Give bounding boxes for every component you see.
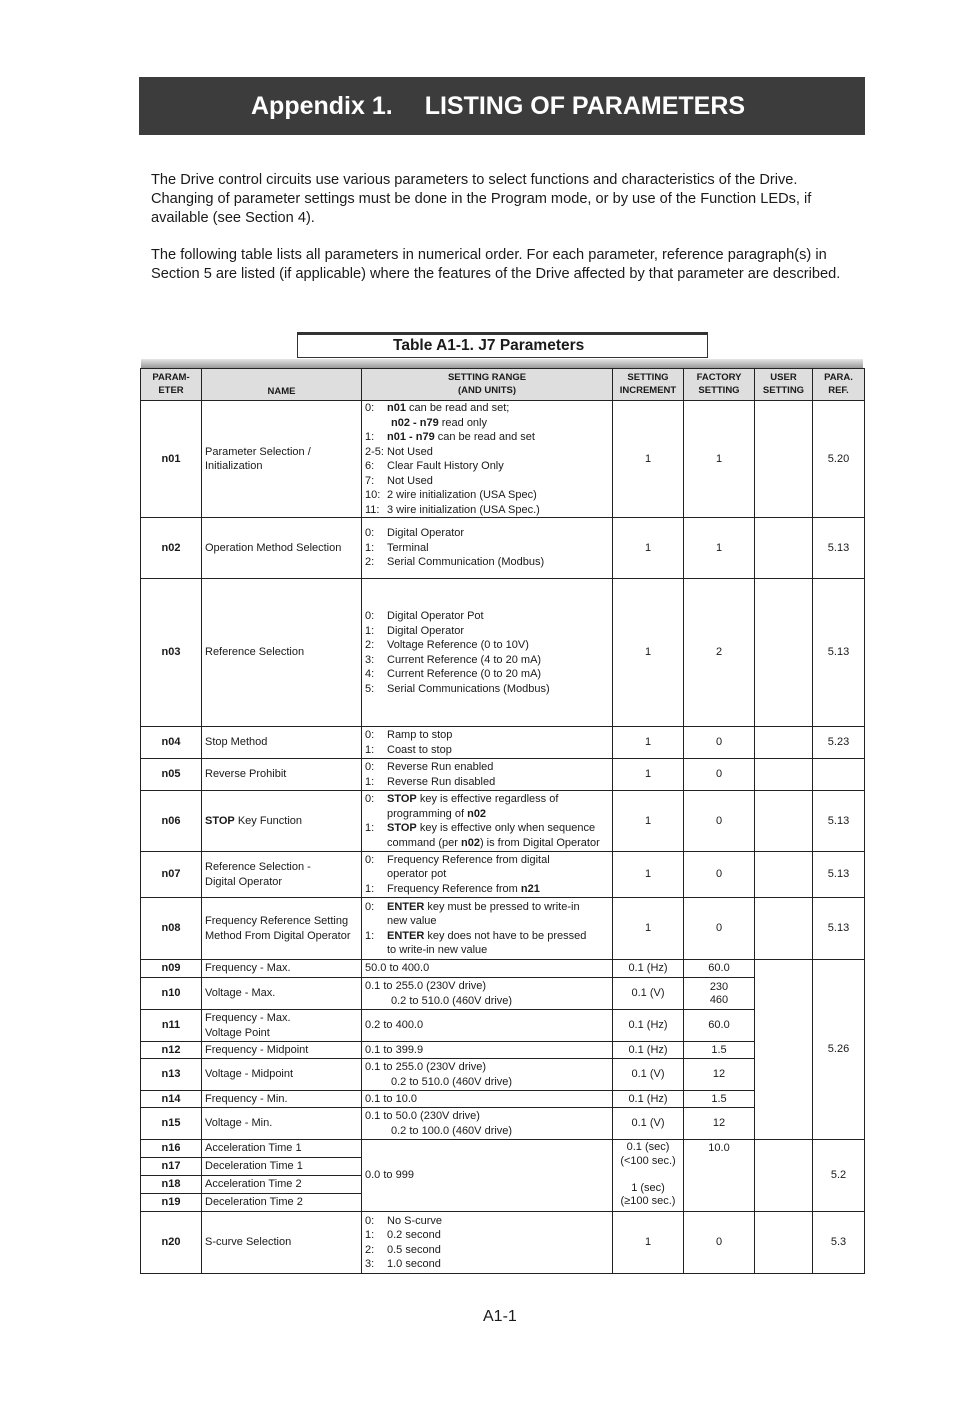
setting-range: 0.1 to 50.0 (230V drive) 0.2 to 100.0 (460V drive) <box>362 1108 613 1140</box>
table-row-n08 <box>141 898 865 960</box>
param-name: Reference Selection - Digital Operator <box>202 852 362 898</box>
factory-setting: 1 <box>684 518 755 579</box>
factory-setting: 1.5 <box>684 1042 755 1059</box>
param-code: n17 <box>141 1158 202 1176</box>
user-setting <box>755 960 813 1140</box>
param-code: n16 <box>141 1140 202 1158</box>
param-code: n18 <box>141 1176 202 1194</box>
table-row-n01 <box>141 401 865 518</box>
param-code: n14 <box>141 1091 202 1108</box>
setting-increment: 0.1 (Hz) <box>613 1091 684 1108</box>
col-header-factory-setting: FACTORY SETTING <box>684 369 755 401</box>
param-code: n06 <box>141 791 202 852</box>
page-title-banner <box>139 77 865 135</box>
param-code: n10 <box>141 978 202 1010</box>
factory-setting: 0 <box>684 791 755 852</box>
param-code: n11 <box>141 1010 202 1042</box>
table-header-row <box>141 369 865 401</box>
col-header-user-setting: USER SETTING <box>755 369 813 401</box>
setting-increment: 0.1 (V) <box>613 1108 684 1140</box>
para-ref: 5.3 <box>813 1212 865 1274</box>
user-setting <box>755 852 813 898</box>
param-name: S-curve Selection <box>202 1212 362 1274</box>
setting-increment: 1 <box>613 579 684 727</box>
table-row-n07 <box>141 852 865 898</box>
param-name: Operation Method Selection <box>202 518 362 579</box>
setting-range: 0.1 to 10.0 <box>362 1091 613 1108</box>
table-row-n09 <box>141 960 865 978</box>
para-ref: 5.13 <box>813 791 865 852</box>
page-number: A1-1 <box>483 1308 517 1325</box>
setting-range: 0: STOP key is effective regardless of programming of n02 1: STOP key is effective only when sequence command (per n02) is from Digital Operator <box>362 791 613 852</box>
param-code: n04 <box>141 727 202 759</box>
setting-increment: 0.1 (sec) (<100 sec.) 1 (sec) (≥100 sec.) <box>613 1140 684 1212</box>
col-header-setting-increment: SETTING INCREMENT <box>613 369 684 401</box>
setting-increment: 0.1 (Hz) <box>613 1042 684 1059</box>
setting-increment: 1 <box>613 791 684 852</box>
param-code: n01 <box>141 401 202 518</box>
factory-setting: 10.0 <box>684 1140 755 1212</box>
table-row-n16 <box>141 1140 865 1158</box>
factory-setting: 12 <box>684 1108 755 1140</box>
param-name: Acceleration Time 1 <box>202 1140 362 1158</box>
table-row-n03 <box>141 579 865 727</box>
param-name: Stop Method <box>202 727 362 759</box>
factory-setting: 0 <box>684 1212 755 1274</box>
setting-range: 0: Digital Operator Pot 1: Digital Operator 2: Voltage Reference (0 to 10V) 3: Current Reference (4 to 20 mA) 4: Current Reference (0 to 20 mA) 5: Serial Communications (Modbus) <box>362 579 613 727</box>
setting-range: 0: No S-curve 1: 0.2 second 2: 0.5 second 3: 1.0 second <box>362 1212 613 1274</box>
setting-increment: 1 <box>613 852 684 898</box>
page-title: LISTING OF PARAMETERS <box>424 91 746 120</box>
user-setting <box>755 791 813 852</box>
table-row-n04 <box>141 727 865 759</box>
user-setting <box>755 1140 813 1212</box>
factory-setting: 2 <box>684 579 755 727</box>
setting-increment: 0.1 (V) <box>613 1059 684 1091</box>
param-name: Voltage - Min. <box>202 1108 362 1140</box>
param-name: Deceleration Time 2 <box>202 1194 362 1212</box>
setting-range: 0: Frequency Reference from digital operator pot 1: Frequency Reference from n21 <box>362 852 613 898</box>
param-name: STOP Key Function <box>202 791 362 852</box>
setting-range: 0.2 to 400.0 <box>362 1010 613 1042</box>
table-row-n02 <box>141 518 865 579</box>
setting-range: 0: Digital Operator 1: Terminal 2: Serial Communication (Modbus) <box>362 518 613 579</box>
user-setting <box>755 401 813 518</box>
table-row-n05 <box>141 759 865 791</box>
param-name: Frequency Reference Setting Method From Digital Operator <box>202 898 362 960</box>
para-ref: 5.20 <box>813 401 865 518</box>
factory-setting: 1.5 <box>684 1091 755 1108</box>
col-header-parameter: PARAM- ETER <box>141 369 202 401</box>
setting-range: 0.1 to 399.9 <box>362 1042 613 1059</box>
param-name: Reverse Prohibit <box>202 759 362 791</box>
param-code: n07 <box>141 852 202 898</box>
factory-setting: 60.0 <box>684 960 755 978</box>
param-name: Reference Selection <box>202 579 362 727</box>
factory-setting: 0 <box>684 898 755 960</box>
setting-increment: 1 <box>613 759 684 791</box>
para-ref: 5.13 <box>813 579 865 727</box>
col-header-name: NAME <box>202 369 362 401</box>
param-code: n02 <box>141 518 202 579</box>
para-ref: 5.23 <box>813 727 865 759</box>
factory-setting: 0 <box>684 852 755 898</box>
factory-setting: 0 <box>684 727 755 759</box>
param-code: n08 <box>141 898 202 960</box>
para-ref: 5.26 <box>813 960 865 1140</box>
para-ref: 5.13 <box>813 518 865 579</box>
setting-range: 0.0 to 999 <box>362 1140 613 1212</box>
appendix-number: Appendix 1. <box>251 91 393 120</box>
factory-setting: 1 <box>684 401 755 518</box>
param-name: Voltage - Midpoint <box>202 1059 362 1091</box>
factory-setting: 12 <box>684 1059 755 1091</box>
setting-increment: 0.1 (V) <box>613 978 684 1010</box>
factory-setting: 60.0 <box>684 1010 755 1042</box>
user-setting <box>755 759 813 791</box>
setting-increment: 1 <box>613 898 684 960</box>
param-name: Frequency - Max. <box>202 960 362 978</box>
setting-increment: 0.1 (Hz) <box>613 960 684 978</box>
para-ref: 5.13 <box>813 898 865 960</box>
para-ref: 5.13 <box>813 852 865 898</box>
table-row-n06 <box>141 791 865 852</box>
col-header-para-ref: PARA. REF. <box>813 369 865 401</box>
setting-increment: 1 <box>613 401 684 518</box>
factory-setting: 230 460 <box>684 978 755 1010</box>
user-setting <box>755 898 813 960</box>
user-setting <box>755 727 813 759</box>
param-code: n15 <box>141 1108 202 1140</box>
param-code: n19 <box>141 1194 202 1212</box>
setting-increment: 1 <box>613 518 684 579</box>
setting-range: 0.1 to 255.0 (230V drive) 0.2 to 510.0 (460V drive) <box>362 1059 613 1091</box>
setting-increment: 1 <box>613 727 684 759</box>
param-code: n09 <box>141 960 202 978</box>
setting-range: 0: Reverse Run enabled 1: Reverse Run disabled <box>362 759 613 791</box>
param-name: Frequency - Midpoint <box>202 1042 362 1059</box>
setting-range: 50.0 to 400.0 <box>362 960 613 978</box>
param-name: Frequency - Min. <box>202 1091 362 1108</box>
param-name: Deceleration Time 1 <box>202 1158 362 1176</box>
table-row-n20 <box>141 1212 865 1274</box>
setting-increment: 0.1 (Hz) <box>613 1010 684 1042</box>
table-caption: Table A1-1. J7 Parameters <box>297 332 708 358</box>
param-name: Acceleration Time 2 <box>202 1176 362 1194</box>
param-code: n12 <box>141 1042 202 1059</box>
user-setting <box>755 1212 813 1274</box>
param-name: Frequency - Max. Voltage Point <box>202 1010 362 1042</box>
user-setting <box>755 579 813 727</box>
setting-range: 0: n01 can be read and set; n02 - n79 read only 1: n01 - n79 can be read and set 2-5: Not Used 6: Clear Fault History Only 7: Not Used 10: 2 wire initialization (USA Spec) 11: 3 wire initialization (USA Spec.) <box>362 401 613 518</box>
factory-setting: 0 <box>684 759 755 791</box>
table-header-shadow <box>141 359 863 368</box>
param-name: Parameter Selection / Initialization <box>202 401 362 518</box>
setting-range: 0: Ramp to stop 1: Coast to stop <box>362 727 613 759</box>
user-setting <box>755 518 813 579</box>
setting-range: 0: ENTER key must be pressed to write-in new value 1: ENTER key does not have to be pressed to write-in new value <box>362 898 613 960</box>
param-code: n05 <box>141 759 202 791</box>
param-code: n20 <box>141 1212 202 1274</box>
param-code: n13 <box>141 1059 202 1091</box>
intro-paragraph-2: The following table lists all parameters in numerical order. For each parameter, reference paragraph(s) in Section 5 are listed (if applicable) where the features of the Drive affected by that parameter are described. <box>151 247 841 282</box>
param-code: n03 <box>141 579 202 727</box>
setting-range: 0.1 to 255.0 (230V drive) 0.2 to 510.0 (460V drive) <box>362 978 613 1010</box>
parameters-table <box>140 368 865 1274</box>
param-name: Voltage - Max. <box>202 978 362 1010</box>
para-ref <box>813 759 865 791</box>
intro-paragraph-1: The Drive control circuits use various parameters to select functions and characteristics of the Drive. Changing of parameter settings must be done in the Program mode, or by use of the Function LEDs, if available (see Section 4). <box>151 172 812 226</box>
col-header-setting-range: SETTING RANGE (AND UNITS) <box>362 369 613 401</box>
para-ref: 5.2 <box>813 1140 865 1212</box>
setting-increment: 1 <box>613 1212 684 1274</box>
